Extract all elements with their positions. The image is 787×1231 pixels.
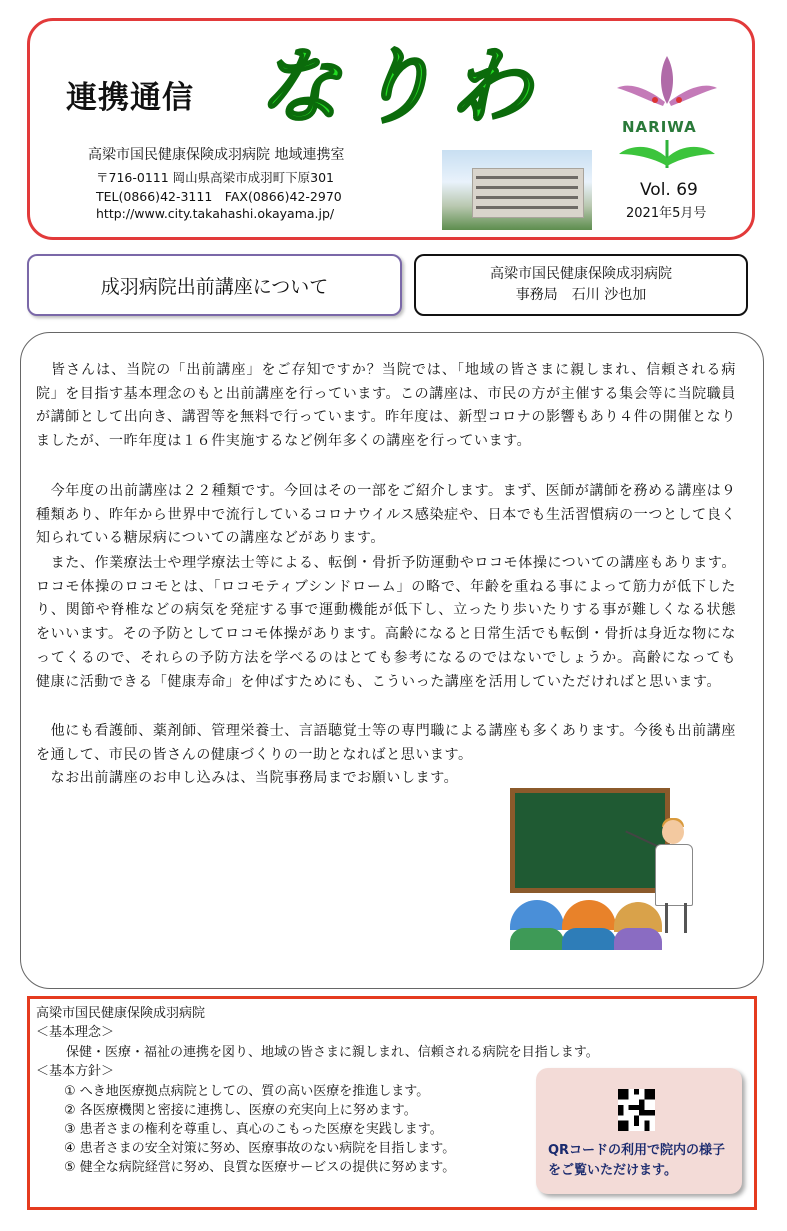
doctor-head xyxy=(662,820,684,844)
qr-code-icon[interactable] xyxy=(618,1089,655,1131)
article-paragraph: 今年度の出前講座は２２種類です。今回はその一部をご紹介します。まず、医師が講師を務める講座は９種類あり、昨年から世界中で流行しているコロナウイルス感染症や、日本でも生活習慣病の一つとして良く知られている糖尿病についての講座などがあります。 xyxy=(36,483,736,547)
article-heading: 成羽病院出前講座について xyxy=(100,275,329,298)
address-phone: TEL(0866)42-3111 FAX(0866)42-2970 xyxy=(96,189,342,204)
issue-date: 2021年5月号 xyxy=(626,206,707,221)
author-box xyxy=(414,254,748,316)
policy-item: ③ 患者さまの権利を尊重し、真心のこもった医療を実践します。 xyxy=(64,1122,443,1137)
policy-org: 高梁市国民健康保険成羽病院 xyxy=(36,1006,206,1021)
volume-number: Vol. 69 xyxy=(640,180,698,200)
newsletter-name: なりわ xyxy=(258,39,546,135)
policy-item: ⑤ 健全な病院経営に努め、良質な医療サービスの提供に努めます。 xyxy=(64,1160,456,1175)
author-org: 高梁市国民健康保険成羽病院 xyxy=(490,266,672,282)
article-paragraph: なお出前講座のお申し込みは、当院事務局までお願いします。 xyxy=(36,770,459,786)
logo-label: NARIWA xyxy=(622,118,697,136)
student-body xyxy=(614,928,662,950)
doctor-legs xyxy=(665,903,687,933)
author-name: 事務局 石川 沙也加 xyxy=(515,287,647,303)
article-heading-box xyxy=(27,254,402,316)
policy-item: ② 各医療機関と密接に連携し、医療の充実向上に努めます。 xyxy=(64,1103,417,1118)
nariwa-flower-logo-icon xyxy=(607,48,727,178)
policy-item: ① へき地医療拠点病院としての、質の高い医療を推進します。 xyxy=(64,1084,430,1099)
policy-item: ④ 患者さまの安全対策に努め、医療事故のない病院を目指します。 xyxy=(64,1141,456,1156)
philosophy-heading: ＜基本理念＞ xyxy=(36,1025,115,1040)
address-url[interactable]: http://www.city.takahashi.okayama.jp/ xyxy=(96,206,335,221)
article-paragraph: また、作業療法士や理学療法士等による、転倒・骨折予防運動やロコモ体操についての講座もあります。ロコモ体操のロコモとは、「ロコモティブシンドローム」の略で、年齢を重ねる事によって筋力が低下したり、関節や脊椎などの病気を発症する事で運動機能が低下し、立ったり歩いたりする事が難しくなる状態をいいます。その予防としてロコモ体操があります。高齢になると日常生活でも転倒・骨折は身近な物になってくるので、それらの予防方法を学べるのはとても参考になるのではないでしょうか。高齢になっても健康に活動できる「健康寿命」を伸ばすためにも、こういった講座を活用していただければと思います。 xyxy=(36,555,736,690)
policy-heading: ＜基本方針＞ xyxy=(36,1064,115,1079)
article-paragraph: 他にも看護師、薬剤師、管理栄養士、言語聴覚士等の専門職による講座も多くあります。今後も出前講座を通して、市民の皆さんの健康づくりの一助となればと思います。 xyxy=(36,723,736,763)
address-postal: 〒716-0111 岡山県高梁市成羽町下原301 xyxy=(96,170,335,185)
qr-caption: QRコードの利用で院内の様子をご覧いただけます。 xyxy=(548,1143,726,1178)
philosophy-text: 保健・医療・福祉の連携を図り、地域の皆さまに親しまれ、信頼される病院を目指します。 xyxy=(66,1045,599,1060)
org-name: 高梁市国民健康保険成羽病院 地域連携室 xyxy=(88,147,345,163)
student-body xyxy=(510,928,564,950)
student-body xyxy=(562,928,616,950)
article-paragraph: 皆さんは、当院の「出前講座」をご存知ですか？当院では、「地域の皆さまに親しまれ、信頼される病院」を目指す基本理念のもと出前講座を行っています。この講座は、市民の方が主催する集会等に当院職員が講師として出向き、講習等を無料で行っています。昨年度は、新型コロナの影響もあり４件の開催となりましたが、一昨年度は１６件実施するなど例年多くの講座を行っています。 xyxy=(36,362,736,450)
doctor-coat xyxy=(655,844,693,906)
newsletter-title: 連携通信 xyxy=(66,80,194,116)
hospital-photo xyxy=(442,150,592,230)
